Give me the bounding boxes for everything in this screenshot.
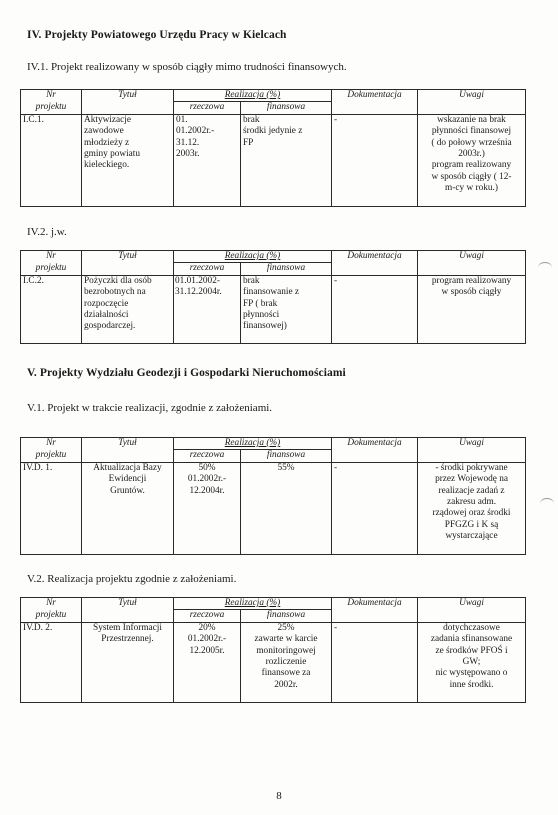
subsection-title-iv-1: IV.1. Projekt realizowany w sposób ciągły mimo trudności finansowych. [27,61,347,73]
header-uwagi: Uwagi [418,598,526,610]
header-dokumentacja: Dokumentacja [332,90,418,102]
cell-tytul: System Informacji Przestrzennej. [82,622,174,702]
section-heading-iv: IV. Projekty Powiatowego Urzędu Pracy w Kielcach [27,29,287,41]
section-heading-v: V. Projekty Wydziału Geodezji i Gospodarki Nieruchomościami [27,367,346,379]
header-nr-line2: projektu [21,263,82,275]
header-spacer [418,263,526,275]
header-tytul: Tytuł [82,90,174,102]
subsection-title-iv-2: IV.2. j.w. [27,226,67,238]
cell-finansowa: 55% [241,462,332,554]
cell-nr: I.C.1. [21,114,82,206]
header-spacer [418,102,526,114]
header-tytul: Tytuł [82,598,174,610]
page-number: 8 [276,790,282,802]
header-finansowa: finansowa [241,102,332,114]
subsection-title-v-1: V.1. Projekt w trakcie realizacji, zgodnie z założeniami. [27,402,273,414]
cell-dokumentacja: - [332,462,418,554]
cell-uwagi: dotychczasowe zadania sfinansowane ze środków PFOŚ i GW; nic występowano o inne środki. [418,622,526,702]
header-spacer [82,450,174,462]
header-rzeczowa: rzeczowa [174,450,241,462]
cell-dokumentacja: - [332,114,418,206]
header-spacer [418,610,526,622]
header-spacer [82,102,174,114]
header-dokumentacja: Dokumentacja [332,251,418,263]
cell-tytul: Aktywizacje zawodowe młodzieży z gminy powiatu kieleckiego. [82,114,174,206]
header-dokumentacja: Dokumentacja [332,598,418,610]
header-uwagi: Uwagi [418,438,526,450]
header-uwagi: Uwagi [418,251,526,263]
cell-uwagi: program realizowany w sposób ciągły [418,275,526,343]
header-nr-line2: projektu [21,450,82,462]
header-spacer [332,102,418,114]
header-finansowa: finansowa [241,450,332,462]
projects-table-v-1 [20,437,526,555]
cell-tytul: Pożyczki dla osób bezrobotnych na rozpoczęcie działalności gospodarczej. [82,275,174,343]
header-nr-line2: projektu [21,610,82,622]
header-nr-line2: projektu [21,102,82,114]
cell-tytul: Aktualizacja Bazy Ewidencji Gruntów. [82,462,174,554]
header-spacer [332,263,418,275]
table-row [21,622,526,702]
header-rzeczowa: rzeczowa [174,102,241,114]
table-row [21,462,526,554]
cell-rzeczowa: 20% 01.2002r.- 12.2005r. [174,622,241,702]
header-rzeczowa: rzeczowa [174,610,241,622]
projects-table-v-2 [20,597,526,703]
header-nr: Nr [21,90,82,102]
header-finansowa: finansowa [241,263,332,275]
projects-table-iv-2 [20,250,526,344]
cell-dokumentacja: - [332,622,418,702]
cell-nr: I.C.2. [21,275,82,343]
header-nr: Nr [21,438,82,450]
header-realizacja: Realizacja (%) [174,598,332,610]
header-nr: Nr [21,251,82,263]
header-uwagi: Uwagi [418,90,526,102]
header-tytul: Tytuł [82,251,174,263]
cell-uwagi: wskazanie na brak płynności finansowej ( do połowy września 2003r.) program realizowany w sposób ciągły ( 12- m-cy w roku.) [418,114,526,206]
header-spacer [82,263,174,275]
cell-rzeczowa: 50% 01.2002r.- 12.2004r. [174,462,241,554]
header-finansowa: finansowa [241,610,332,622]
scan-mark [538,262,552,273]
header-nr: Nr [21,598,82,610]
header-tytul: Tytuł [82,438,174,450]
header-realizacja: Realizacja (%) [174,90,332,102]
table-row [21,275,526,343]
cell-finansowa: brak finansowanie z FP ( brak płynności finansowej) [241,275,332,343]
header-spacer [332,450,418,462]
cell-dokumentacja: - [332,275,418,343]
header-spacer [332,610,418,622]
scan-mark [540,498,554,509]
cell-finansowa: 25% zawarte w karcie monitoringowej rozliczenie finansowe za 2002r. [241,622,332,702]
projects-table-iv-1 [20,89,526,207]
header-rzeczowa: rzeczowa [174,263,241,275]
header-spacer [82,610,174,622]
header-realizacja: Realizacja (%) [174,438,332,450]
cell-nr: IV.D. 2. [21,622,82,702]
cell-rzeczowa: 01.01.2002- 31.12.2004r. [174,275,241,343]
table-row [21,114,526,206]
header-dokumentacja: Dokumentacja [332,438,418,450]
cell-nr: IV.D. 1. [21,462,82,554]
cell-uwagi: - środki pokrywane przez Wojewodę na realizacje zadań z zakresu adm. rządowej oraz środki PFGZG i K są wystarczające [418,462,526,554]
header-spacer [418,450,526,462]
subsection-title-v-2: V.2. Realizacja projektu zgodnie z założeniami. [27,573,237,585]
cell-rzeczowa: 01. 01.2002r.- 31.12. 2003r. [174,114,241,206]
cell-finansowa: brak środki jedynie z FP [241,114,332,206]
header-realizacja: Realizacja (%) [174,251,332,263]
